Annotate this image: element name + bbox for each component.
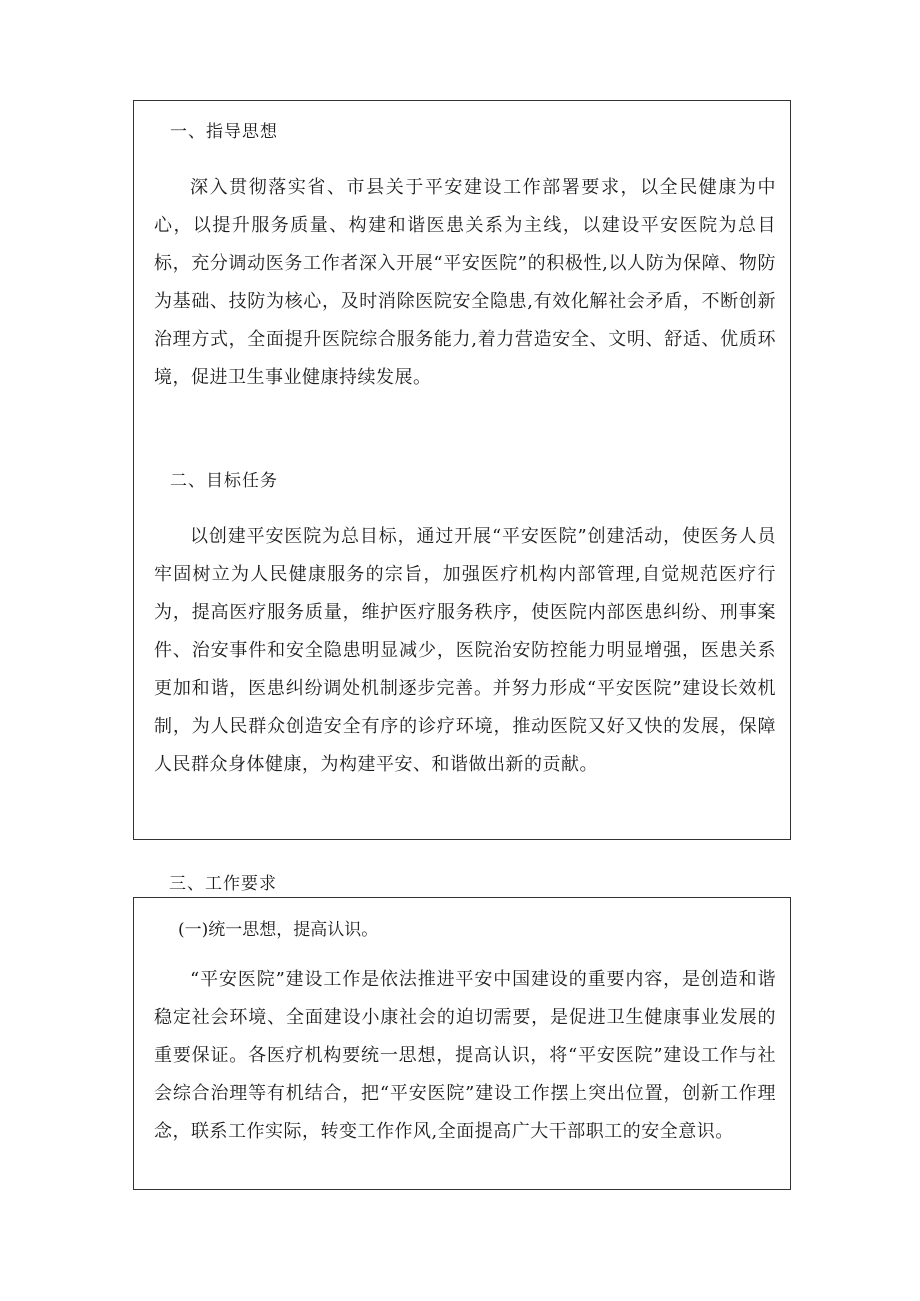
section-heading-guiding-ideology: 一、指导思想 xyxy=(170,122,278,142)
subsection-body-unify-thinking: “平安医院”建设工作是依法推进平安中国建设的重要内容，是创造和谐稳定社会环境、全面建设小康社会的迫切需要，是促进卫生健康事业发展的重要保证。各医疗机构要统一思想，提高认识，将“平安医院”建设工作与社会综合治理等有机结合，把“平安医院”建设工作摆上突出位置，创新工作理念，联系工作实际，转变工作作风,全面提高广大干部职工的安全意识。 xyxy=(154,969,776,1142)
section-body-objectives: 以创建平安医院为总目标，通过开展“平安医院”创建活动，使医务人员牢固树立为人民健康服务的宗旨，加强医疗机构内部管理,自觉规范医疗行为，提高医疗服务质量，维护医疗服务秩序，使医院内部医患纠纷、刑事案件、治安事件和安全隐患明显减少，医院治安防控能力明显增强，医患关系更加和谐，医患纠纷调处机制逐步完善。并努力形成“平安医院”建设长效机制，为人民群众创造安全有序的诊疗环境，推动医院又好又快的发展，保障人民群众身体健康，为构建平安、和谐做出新的贡献。 xyxy=(154,526,776,775)
section-heading-objectives: 二、目标任务 xyxy=(170,471,278,491)
section-box-2 xyxy=(133,897,791,1190)
section-heading-work-requirements: 三、工作要求 xyxy=(169,874,277,894)
section-box-1 xyxy=(133,100,791,840)
section-body-guiding-ideology: 深入贯彻落实省、市县关于平安建设工作部署要求，以全民健康为中心，以提升服务质量、构建和谐医患关系为主线，以建设平安医院为总目标，充分调动医务工作者深入开展“平安医院”的积极性,以人防为保障、物防为基础、技防为核心，及时消除医院安全隐患,有效化解社会矛盾，不断创新治理方式，全面提升医院综合服务能力,着力营造安全、文明、舒适、优质环境，促进卫生事业健康持续发展。 xyxy=(154,177,776,388)
subsection-title-unify-thinking: (一)统一思想，提高认识。 xyxy=(178,920,379,940)
